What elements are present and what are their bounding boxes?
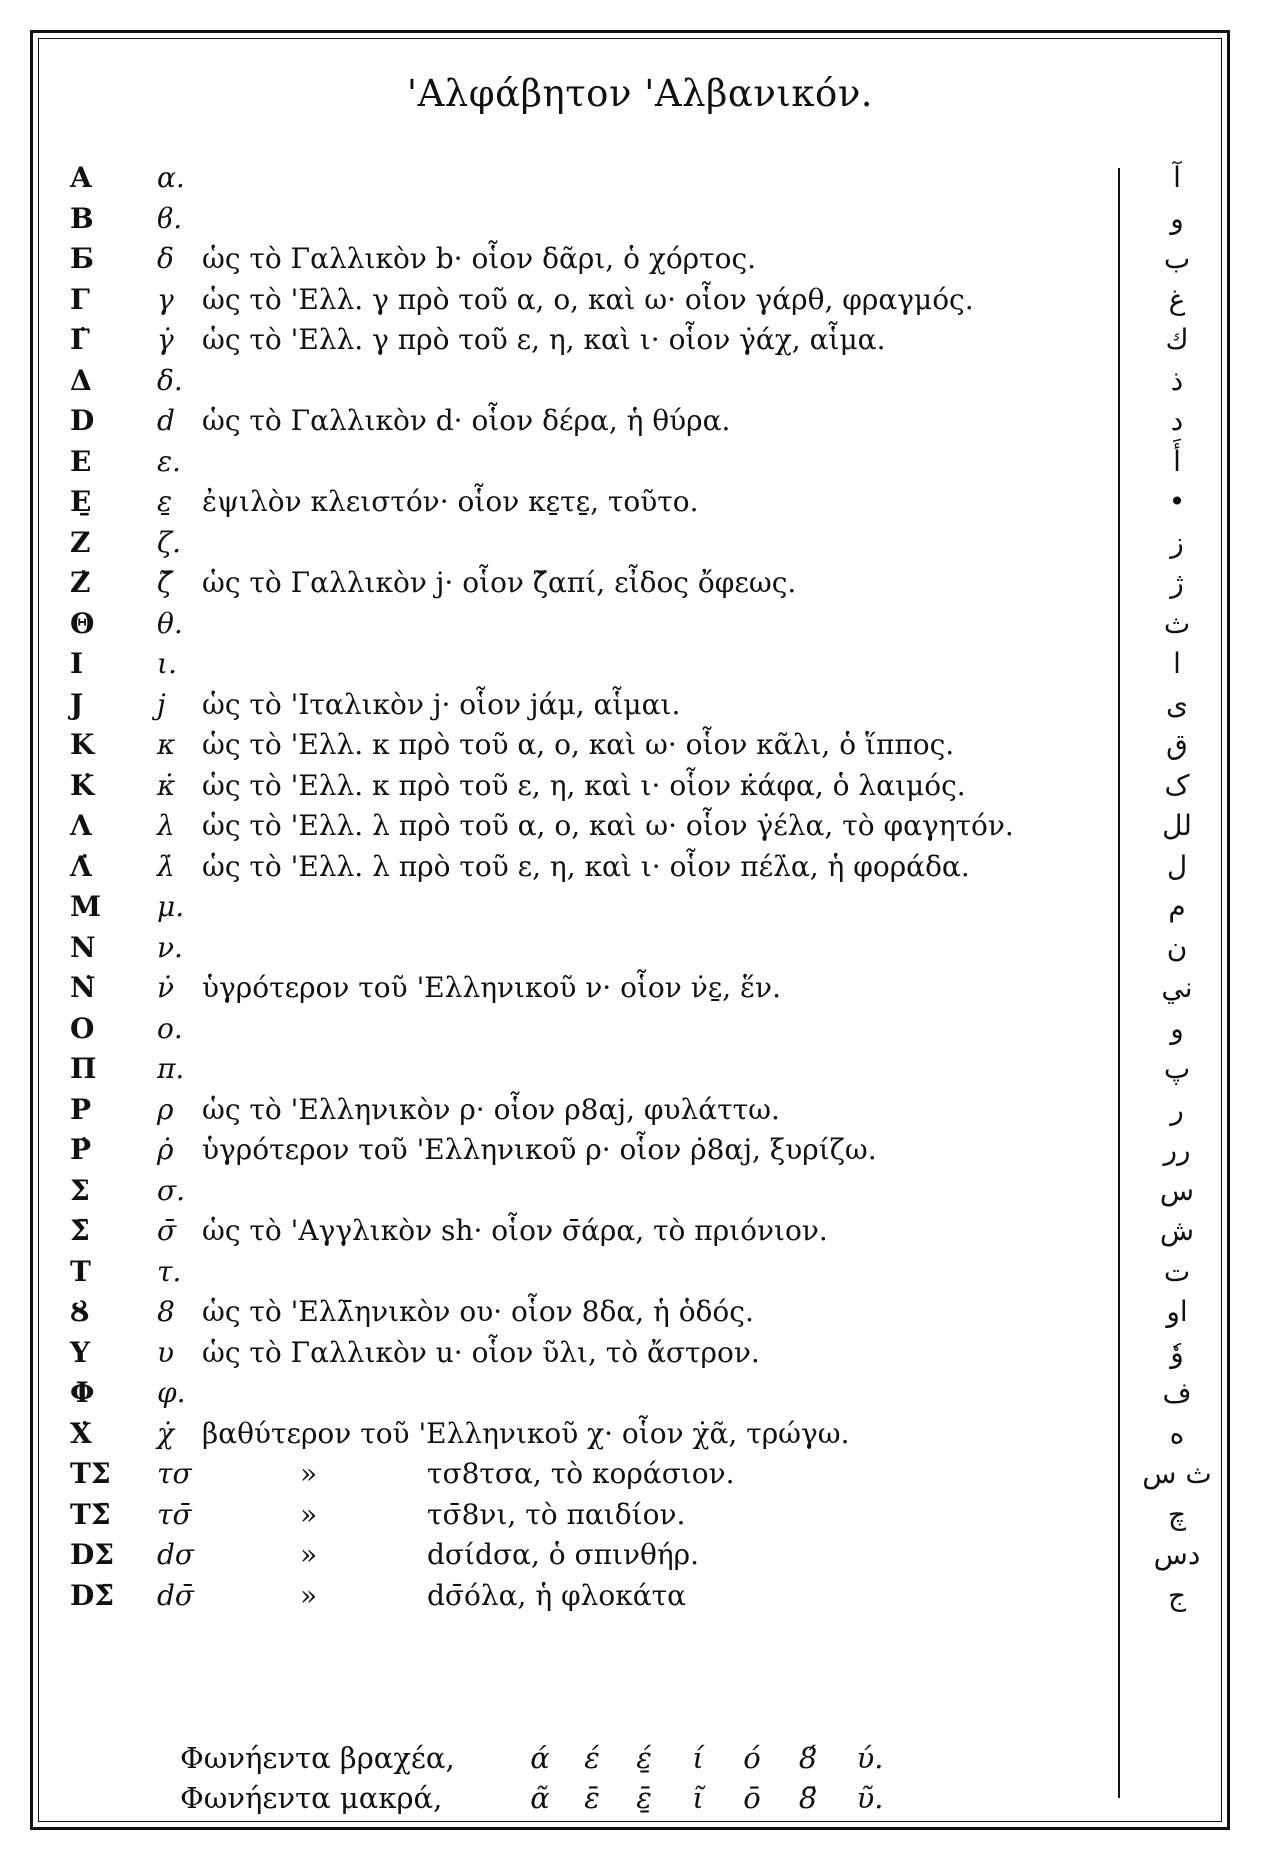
small-letter: ι.	[157, 647, 177, 680]
small-letter: ζ̆	[157, 566, 173, 599]
alphabet-row	[62, 1333, 1262, 1374]
capital-letter: Λ̇	[70, 849, 92, 883]
letter-description: ὡς τὸ 'Ελλ̄ηνικὸν ου· οἷον 8δα, ἡ ὁδός.	[202, 1295, 754, 1328]
alphabet-row	[62, 968, 1262, 1009]
small-letter: γ̇	[157, 323, 174, 356]
small-letter: φ.	[157, 1376, 186, 1409]
small-letter: ν̇	[157, 971, 175, 1004]
small-letter: ρ̇	[157, 1133, 174, 1166]
letter-description: ὡς τὸ 'Ελληνικὸν ρ· οἷον ρ8αj, φυλάττω.	[202, 1092, 780, 1126]
letter-description: βαθύτερον τοῦ 'Ελληνικοῦ χ· οἷον χ̇ᾶ, τρώγω.	[202, 1416, 850, 1450]
alphabet-row	[62, 239, 1262, 280]
arabic-equivalent: چ	[1167, 1497, 1187, 1531]
small-letter: j	[157, 687, 166, 721]
short-vowel: ό	[743, 1741, 761, 1775]
letter-description: ὡς τὸ 'Ελλ. λ πρὸ τοῦ α, ο, καὶ ω· οἷον γ̇έλα, τὸ φαγητόν.	[202, 809, 1014, 842]
arabic-equivalent: ک	[1164, 768, 1190, 802]
arabic-equivalent: ب	[1163, 242, 1191, 275]
alphabet-row	[62, 766, 1262, 807]
small-letter: α.	[157, 161, 185, 194]
example-word: dσίdσα, ὁ σπινθήρ.	[427, 1538, 700, 1571]
long-vowel: ε̄	[584, 1781, 600, 1815]
capital-letter: J	[70, 687, 84, 721]
arabic-equivalent: ني	[1161, 971, 1193, 1004]
capital-letter: Ε̱	[70, 485, 92, 518]
capital-letter: Ρ̇	[70, 1133, 92, 1166]
small-letter: ν.	[157, 930, 183, 964]
small-letter: δ	[157, 242, 174, 275]
capital-letter: Α	[70, 161, 92, 194]
short-vowel: ά	[530, 1741, 550, 1775]
small-letter: τσ̄	[157, 1497, 192, 1531]
short-vowel: 8́	[798, 1741, 818, 1775]
arabic-equivalent: غ	[1168, 282, 1186, 316]
small-letter: δ.	[157, 363, 183, 397]
short-vowel: ύ.	[856, 1741, 884, 1775]
capital-letter: Ε	[70, 444, 92, 478]
long-vowel: ō	[743, 1781, 761, 1815]
arabic-equivalent: ث	[1163, 606, 1191, 640]
capital-letter: Κ̇	[70, 768, 95, 802]
small-letter: dσ̄	[157, 1578, 195, 1612]
arabic-equivalent: رر	[1163, 1133, 1191, 1166]
small-letter: σ̄	[157, 1214, 177, 1247]
capital-letter: Τ	[70, 1254, 91, 1288]
arabic-equivalent: و	[1170, 201, 1184, 235]
alphabet-row	[62, 685, 1262, 726]
capital-letter: Κ	[70, 728, 95, 761]
arabic-equivalent: ا	[1173, 647, 1181, 680]
capital-letter: Σ̄	[70, 1214, 90, 1247]
ditto-mark: »	[300, 1457, 318, 1490]
small-letter: τσ	[157, 1457, 192, 1490]
alphabet-row	[62, 158, 1262, 199]
small-letter: γ	[157, 282, 174, 316]
short-vowel: ί	[692, 1741, 704, 1775]
capital-letter: Γ̇	[70, 323, 90, 356]
letter-description: ὡς τὸ 'Αγγλικὸν sh· οἷον σ̄άρα, τὸ πριόνιον.	[202, 1214, 828, 1247]
example-word: τσ̄8νι, τὸ παιδίον.	[427, 1497, 686, 1531]
letter-description: ἐψιλὸν κλειστόν· οἷον κε̱τε̱, τοῦτο.	[202, 485, 699, 518]
alphabet-row	[62, 199, 1262, 240]
arabic-equivalent: ه	[1169, 1416, 1185, 1450]
long-vowel: ῦ.	[856, 1781, 884, 1815]
alphabet-row	[62, 847, 1262, 888]
capital-letter: ΤΣ̄	[70, 1497, 111, 1531]
arabic-equivalent: أَ	[1173, 444, 1181, 478]
capital-letter: Ο	[70, 1011, 95, 1045]
alphabet-row	[62, 887, 1262, 928]
ditto-mark: »	[300, 1578, 318, 1612]
alphabet-row	[62, 482, 1262, 523]
small-letter: ε̱	[157, 485, 173, 518]
capital-letter: Θ	[70, 606, 95, 640]
letter-description: ὡς τὸ 'Ελλ. κ πρὸ τοῦ ε, η, καὶ ι· οἷον κ̇άφα, ὁ λαιμός.	[202, 768, 966, 802]
arabic-equivalent: ر	[1170, 1092, 1184, 1126]
letter-description: ὑγρότερον τοῦ 'Ελληνικοῦ ρ· οἷον ρ̇8αj, ξυρίζω.	[202, 1133, 877, 1166]
letter-description: ὡς τὸ 'Ελλ. κ πρὸ τοῦ α, ο, καὶ ω· οἷον κᾶλι, ὁ ἵππος.	[202, 728, 955, 761]
small-letter: ζ.	[157, 525, 182, 559]
arabic-equivalent: ذ	[1170, 363, 1184, 397]
capital-letter: Ν	[70, 930, 96, 964]
letter-description: ὡς τὸ 'Ιταλικὸν j· οἷον jάμ, αἷμαι.	[202, 687, 681, 721]
arabic-equivalent: ت	[1163, 1254, 1191, 1288]
alphabet-row	[62, 644, 1262, 685]
capital-letter: DΣ	[70, 1538, 115, 1571]
capital-letter: Γ	[70, 282, 90, 316]
capital-letter: Β	[70, 201, 94, 235]
small-letter: σ.	[157, 1173, 186, 1207]
ditto-mark: »	[300, 1538, 318, 1571]
small-letter: ρ	[157, 1092, 174, 1126]
arabic-equivalent: ز	[1170, 525, 1184, 559]
alphabet-row	[62, 563, 1262, 604]
arabic-equivalent: پ	[1163, 1052, 1191, 1085]
alphabet-row	[62, 1049, 1262, 1090]
example-word: dσ̄όλα, ἡ φλοκάτα	[427, 1578, 687, 1612]
alphabet-row	[62, 1535, 1262, 1576]
short-vowel: έ̱	[636, 1741, 652, 1775]
small-letter: dσ	[157, 1538, 195, 1571]
long-vowels-label: Φωνήεντα μακρά,	[180, 1781, 443, 1815]
letter-description: ὡς τὸ Γαλλικὸν b· οἷον δᾶρι, ὁ χόρτος.	[202, 242, 757, 275]
arabic-equivalent: ى	[1166, 687, 1188, 721]
alphabet-table	[62, 158, 1262, 1616]
arabic-equivalent: آ	[1173, 161, 1181, 194]
alphabet-row	[62, 401, 1262, 442]
small-letter: 8	[157, 1295, 175, 1328]
page-title: 'Αλφάβητον 'Αλβανικόν.	[406, 72, 874, 115]
arabic-equivalent: ل	[1166, 849, 1188, 883]
arabic-equivalent: ق	[1166, 728, 1188, 761]
alphabet-row	[62, 1130, 1262, 1171]
arabic-equivalent: و	[1170, 1011, 1184, 1045]
ditto-mark: »	[300, 1497, 318, 1531]
capital-letter: Υ	[70, 1335, 90, 1369]
small-letter: μ.	[157, 890, 185, 923]
alphabet-row	[62, 320, 1262, 361]
long-vowel: 8̄	[798, 1781, 818, 1815]
letter-description: ὡς τὸ Γαλλικὸν d· οἷον δέρα, ἡ θύρα.	[202, 404, 731, 437]
capital-letter: Ȣ	[70, 1295, 90, 1328]
arabic-equivalent: دس	[1153, 1538, 1201, 1571]
alphabet-row	[62, 523, 1262, 564]
alphabet-row	[62, 725, 1262, 766]
alphabet-row	[62, 1373, 1262, 1414]
capital-letter: Ζ̇	[70, 566, 91, 599]
arabic-equivalent: او	[1166, 1295, 1188, 1328]
capital-letter: Σ	[70, 1173, 90, 1207]
alphabet-row	[62, 442, 1262, 483]
long-vowels-row	[0, 1778, 1280, 1818]
capital-letter: Μ	[70, 890, 101, 923]
example-word: τσ8τσα, τὸ κοράσιον.	[427, 1457, 735, 1490]
arabic-equivalent: م	[1168, 890, 1186, 923]
arabic-equivalent: ش	[1159, 1214, 1195, 1247]
small-letter: ϐ.	[157, 201, 183, 235]
capital-letter: Λ	[70, 809, 92, 842]
small-letter: θ.	[157, 606, 183, 640]
capital-letter: Φ	[70, 1376, 95, 1409]
long-vowel: ᾶ	[530, 1781, 550, 1815]
alphabet-row	[62, 1009, 1262, 1050]
arabic-equivalent: ن	[1166, 930, 1188, 964]
small-letter: χ̇	[157, 1416, 174, 1450]
small-letter: λ	[157, 809, 175, 842]
alphabet-row	[62, 1090, 1262, 1131]
alphabet-row	[62, 1454, 1262, 1495]
alphabet-row	[62, 1171, 1262, 1212]
alphabet-row	[62, 1495, 1262, 1536]
capital-letter: Χ̇	[70, 1416, 92, 1450]
vowels-block	[0, 1738, 1280, 1818]
arabic-equivalent: لل	[1162, 809, 1192, 842]
capital-letter: Ρ	[70, 1092, 92, 1126]
capital-letter: Δ	[70, 363, 92, 397]
capital-letter: Б	[70, 242, 94, 275]
small-letter: κ̇	[157, 768, 176, 802]
letter-description: ὡς τὸ 'Ελλ. λ πρὸ τοῦ ε, η, καὶ ι· οἷον πέλ̇α, ἡ φοράδα.	[202, 849, 970, 883]
letter-description: ὡς τὸ 'Ελλ. γ πρὸ τοῦ α, ο, καὶ ω· οἷον γάρθ, φραγμός.	[202, 282, 974, 316]
long-vowel: ῖ	[692, 1781, 704, 1815]
capital-letter: Ν̇	[70, 971, 96, 1004]
alphabet-row	[62, 1211, 1262, 1252]
letter-description: ὡς τὸ Γαλλικὸν u· οἷον ῦλι, τὸ ἄστρον.	[202, 1335, 760, 1369]
arabic-equivalent: س	[1159, 1173, 1195, 1207]
short-vowel: έ	[584, 1741, 600, 1775]
small-letter: d	[157, 404, 175, 437]
small-letter: ε.	[157, 444, 181, 478]
arabic-equivalent: ژ	[1170, 566, 1184, 599]
capital-letter: Π	[70, 1052, 97, 1085]
arabic-equivalent: د	[1170, 404, 1184, 437]
alphabet-row	[62, 1292, 1262, 1333]
arabic-equivalent: ك	[1165, 323, 1189, 356]
alphabet-row	[62, 280, 1262, 321]
small-letter: τ.	[157, 1254, 182, 1288]
arabic-equivalent: •	[1168, 485, 1186, 518]
small-letter: π.	[157, 1052, 185, 1085]
arabic-equivalent: ث س	[1142, 1457, 1212, 1490]
alphabet-row	[62, 1576, 1262, 1617]
capital-letter: ΤΣ	[70, 1457, 111, 1490]
letter-description: ὡς τὸ 'Ελλ. γ πρὸ τοῦ ε, η, καὶ ι· οἷον γ̇άχ, αἷμα.	[202, 323, 886, 356]
capital-letter: DΣ̄	[70, 1578, 115, 1612]
long-vowel: ε̱̄	[636, 1781, 652, 1815]
alphabet-row	[62, 604, 1262, 645]
capital-letter: Ι	[70, 647, 84, 680]
arabic-equivalent: ج	[1167, 1578, 1187, 1612]
letter-description: ὡς τὸ Γαλλικὸν j· οἷον ζ̆απί, εἶδος ὄφεως.	[202, 566, 797, 599]
alphabet-row	[62, 806, 1262, 847]
alphabet-row	[62, 1414, 1262, 1455]
small-letter: λ̇	[157, 849, 175, 883]
short-vowels-row	[0, 1738, 1280, 1778]
small-letter: ο.	[157, 1011, 183, 1045]
arabic-equivalent: ف	[1162, 1376, 1192, 1409]
alphabet-row	[62, 1252, 1262, 1293]
letter-description: ὑγρότερον τοῦ 'Ελληνικοῦ ν· οἷον ν̇ε̱, ἕν.	[202, 971, 781, 1004]
small-letter: υ	[157, 1335, 175, 1369]
arabic-equivalent: وٗ	[1170, 1335, 1184, 1369]
small-letter: κ	[157, 728, 176, 761]
capital-letter: D	[70, 404, 95, 437]
capital-letter: Ζ	[70, 525, 91, 559]
alphabet-row	[62, 928, 1262, 969]
alphabet-row	[62, 361, 1262, 402]
short-vowels-label: Φωνήεντα βραχέα,	[180, 1741, 455, 1775]
